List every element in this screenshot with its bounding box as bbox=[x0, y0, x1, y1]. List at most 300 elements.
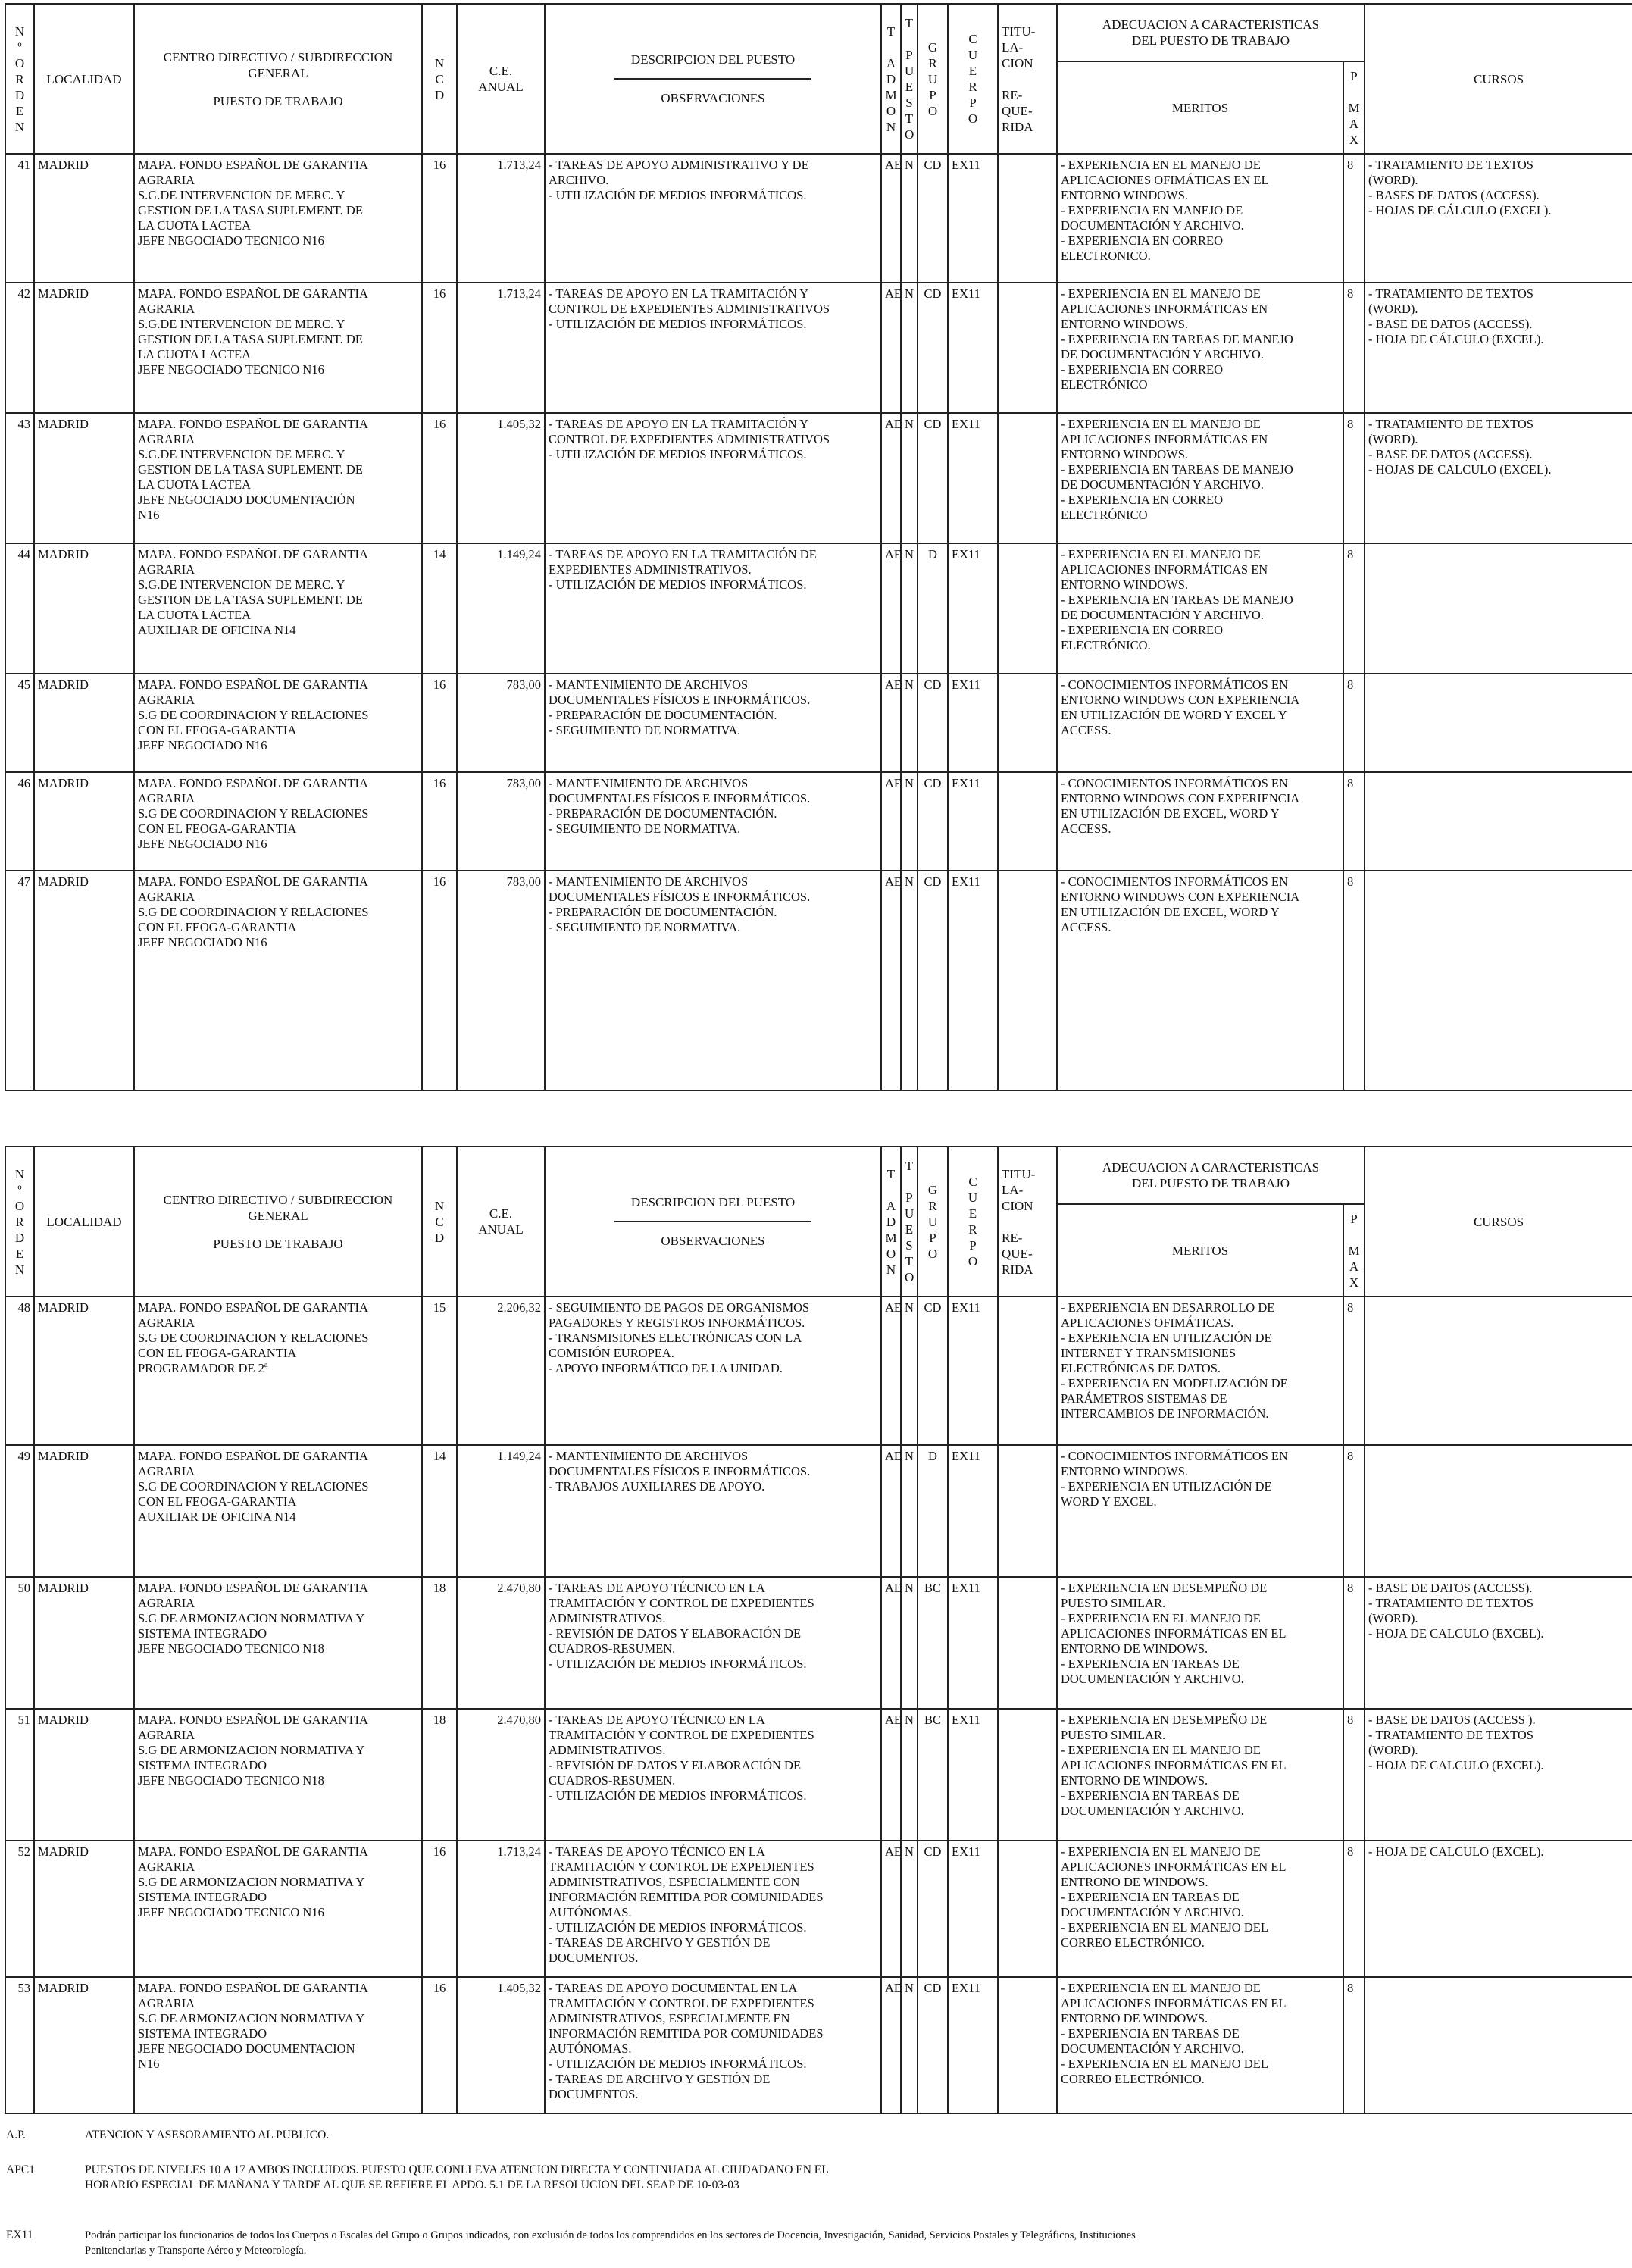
cell-puesto-text: N bbox=[905, 1981, 914, 1995]
cell-localidad bbox=[34, 1577, 134, 1709]
cell-localidad-text: MADRID bbox=[38, 776, 89, 790]
cell-puesto bbox=[901, 283, 918, 413]
cell-ncd bbox=[422, 1577, 457, 1709]
cell-ncd-text: 16 bbox=[433, 874, 446, 889]
cell-meritos bbox=[1057, 1577, 1343, 1709]
cell-cuerpo-text: EX11 bbox=[952, 1581, 980, 1595]
cell-descripcion-text: - TAREAS DE APOYO EN LA TRAMITACIÓN Y CONTROL DE EXPEDIENTES ADMINISTRATIVOS - UTILIZACIÓN DE MEDIOS INFORMÁTICOS. bbox=[549, 286, 830, 331]
cell-centro bbox=[134, 1577, 422, 1709]
cell-descripcion-text: - MANTENIMIENTO DE ARCHIVOS DOCUMENTALES FÍSICOS E INFORMÁTICOS. - PREPARACIÓN DE DOCUMENTACIÓN. - SEGUIMIENTO DE NORMATIVA. bbox=[549, 874, 811, 934]
cell-meritos-text: - CONOCIMIENTOS INFORMÁTICOS EN ENTORNO WINDOWS CON EXPERIENCIA EN UTILIZACIÓN DE EXCEL, WORD Y ACCESS. bbox=[1061, 776, 1300, 836]
cell-meritos bbox=[1057, 283, 1343, 413]
cell-ce bbox=[457, 1445, 545, 1577]
cell-titulacion bbox=[998, 283, 1057, 413]
cell-ce bbox=[457, 1577, 545, 1709]
cell-ncd-text: 16 bbox=[433, 417, 446, 431]
cell-ncd bbox=[422, 1709, 457, 1841]
header-centro bbox=[134, 4, 422, 154]
cell-grupo bbox=[918, 772, 948, 871]
cell-ce bbox=[457, 1841, 545, 1977]
footnote-text: ATENCION Y ASESORAMIENTO AL PUBLICO. bbox=[85, 2129, 330, 2141]
cell-pmax bbox=[1343, 1977, 1365, 2113]
cell-admon-text: AE bbox=[885, 874, 902, 889]
cell-cursos bbox=[1365, 674, 1632, 772]
cell-descripcion-text: - MANTENIMIENTO DE ARCHIVOS DOCUMENTALES FÍSICOS E INFORMÁTICOS. - PREPARACIÓN DE DOCUMENTACIÓN. - SEGUIMIENTO DE NORMATIVA. bbox=[549, 677, 811, 737]
cell-localidad-text: MADRID bbox=[38, 158, 89, 172]
table-header bbox=[5, 4, 1632, 154]
cell-meritos bbox=[1057, 674, 1343, 772]
cell-cuerpo-text: EX11 bbox=[952, 1713, 980, 1727]
cell-centro bbox=[134, 871, 422, 1090]
table-row bbox=[5, 1297, 1632, 1445]
cell-descripcion bbox=[545, 413, 881, 543]
cell-ncd bbox=[422, 543, 457, 674]
header-tipo-puesto: T P U E S T O bbox=[901, 1147, 918, 1297]
cell-titulacion bbox=[998, 1445, 1057, 1577]
cell-grupo-text: CD bbox=[924, 1300, 942, 1315]
table-row bbox=[5, 1977, 1632, 2113]
cell-cursos-text: - BASE DE DATOS (ACCESS ). - TRATAMIENTO DE TEXTOS (WORD). - HOJA DE CALCULO (EXCEL). bbox=[1368, 1713, 1544, 1772]
cell-grupo bbox=[918, 674, 948, 772]
cell-puesto bbox=[901, 772, 918, 871]
cell-puesto-text: N bbox=[905, 874, 914, 889]
cell-ce-text: 1.405,32 bbox=[497, 417, 541, 431]
cell-admon bbox=[881, 1445, 901, 1577]
cell-titulacion bbox=[998, 154, 1057, 283]
cell-cuerpo-text: EX11 bbox=[952, 417, 980, 431]
cell-meritos bbox=[1057, 543, 1343, 674]
cell-grupo bbox=[918, 1977, 948, 2113]
cell-admon bbox=[881, 543, 901, 674]
cell-admon-text: AE bbox=[885, 776, 902, 790]
cell-admon-text: AE bbox=[885, 677, 902, 692]
header-grupo: G R U P O bbox=[918, 4, 948, 154]
cell-pmax bbox=[1343, 1841, 1365, 1977]
cell-meritos bbox=[1057, 1297, 1343, 1445]
cell-centro bbox=[134, 1709, 422, 1841]
cell-descripcion-text: - SEGUIMIENTO DE PAGOS DE ORGANISMOS PAGADORES Y REGISTROS INFORMÁTICOS. - TRANSMISIONES ELECTRÓNICAS CON LA COMISIÓN EUROPEA. - APOYO INFORMÁTICO DE LA UNIDAD. bbox=[549, 1300, 810, 1375]
header-centro-line2: GENERAL bbox=[248, 1208, 308, 1223]
cell-cuerpo-text: EX11 bbox=[952, 874, 980, 889]
cell-centro bbox=[134, 1445, 422, 1577]
cell-puesto bbox=[901, 1445, 918, 1577]
cell-puesto bbox=[901, 413, 918, 543]
cell-pmax bbox=[1343, 154, 1365, 283]
cell-ncd-text: 16 bbox=[433, 158, 446, 172]
header-centro-line2: GENERAL bbox=[248, 65, 308, 80]
cell-admon-text: AE bbox=[885, 1713, 902, 1727]
cell-localidad-text: MADRID bbox=[38, 1449, 89, 1463]
header-meritos: MERITOS bbox=[1057, 1204, 1343, 1297]
cell-centro-text: MAPA. FONDO ESPAÑOL DE GARANTIA AGRARIA S.G.DE INTERVENCION DE MERC. Y GESTION DE LA TASA SUPLEMENT. DE LA CUOTA LACTEA JEFE NEGOCIADO TECNICO N16 bbox=[138, 158, 368, 248]
cell-descripcion-text: - MANTENIMIENTO DE ARCHIVOS DOCUMENTALES FÍSICOS E INFORMÁTICOS. - TRABAJOS AUXILIARES DE APOYO. bbox=[549, 1449, 811, 1494]
cell-n-text: 46 bbox=[17, 776, 30, 790]
cell-cuerpo bbox=[948, 1977, 998, 2113]
cell-cuerpo bbox=[948, 1709, 998, 1841]
cell-admon-text: AE bbox=[885, 1449, 902, 1463]
cell-descripcion bbox=[545, 1977, 881, 2113]
cell-puesto bbox=[901, 1709, 918, 1841]
cell-pmax bbox=[1343, 1577, 1365, 1709]
cell-ce-text: 1.713,24 bbox=[497, 158, 541, 172]
cell-meritos bbox=[1057, 1841, 1343, 1977]
cell-grupo bbox=[918, 1709, 948, 1841]
cell-grupo-text: BC bbox=[924, 1713, 941, 1727]
header-ce-line1: C.E. bbox=[489, 64, 513, 78]
cell-descripcion-text: - TAREAS DE APOYO TÉCNICO EN LA TRAMITACIÓN Y CONTROL DE EXPEDIENTES ADMINISTRATIVOS. - REVISIÓN DE DATOS Y ELABORACIÓN DE CUADROS-RESUMEN. - UTILIZACIÓN DE MEDIOS INFORMÁTICOS. bbox=[549, 1713, 814, 1803]
header-ce-line2: ANUAL bbox=[478, 80, 524, 94]
cell-meritos-text: - EXPERIENCIA EN EL MANEJO DE APLICACIONES INFORMÁTICAS EN EL ENTRONO DE WINDOWS. - EXPERIENCIA EN TAREAS DE DOCUMENTACIÓN Y ARCHIVO. - EXPERIENCIA EN EL MANEJO DEL CORREO ELECTRÓNICO. bbox=[1061, 1844, 1287, 1950]
cell-admon bbox=[881, 283, 901, 413]
cell-pmax-text: 8 bbox=[1347, 417, 1354, 431]
cell-localidad bbox=[34, 772, 134, 871]
cell-centro bbox=[134, 543, 422, 674]
cell-cursos bbox=[1365, 1577, 1632, 1709]
header-n-orden: N º O R D E N bbox=[5, 4, 34, 154]
cell-grupo-text: CD bbox=[924, 776, 942, 790]
cell-cursos-text: - BASE DE DATOS (ACCESS). - TRATAMIENTO DE TEXTOS (WORD). - HOJA DE CALCULO (EXCEL). bbox=[1368, 1581, 1544, 1641]
cell-descripcion bbox=[545, 1297, 881, 1445]
cell-centro-text: MAPA. FONDO ESPAÑOL DE GARANTIA AGRARIA S.G DE COORDINACION Y RELACIONES CON EL FEOGA-GARANTIA JEFE NEGOCIADO N16 bbox=[138, 677, 369, 752]
table-header bbox=[5, 1147, 1632, 1297]
cell-ce-text: 783,00 bbox=[506, 776, 541, 790]
cell-meritos-text: - CONOCIMIENTOS INFORMÁTICOS EN ENTORNO WINDOWS CON EXPERIENCIA EN UTILIZACIÓN DE WORD Y EXCEL Y ACCESS. bbox=[1061, 677, 1300, 737]
cell-grupo bbox=[918, 1577, 948, 1709]
cell-ce-text: 2.206,32 bbox=[497, 1300, 541, 1315]
header-observaciones-label: OBSERVACIONES bbox=[661, 91, 765, 105]
cell-admon bbox=[881, 772, 901, 871]
cell-ncd-text: 14 bbox=[433, 547, 446, 562]
cell-ce-text: 1.713,24 bbox=[497, 286, 541, 301]
cell-localidad-text: MADRID bbox=[38, 417, 89, 431]
cell-ce-text: 2.470,80 bbox=[497, 1581, 541, 1595]
cell-centro-text: MAPA. FONDO ESPAÑOL DE GARANTIA AGRARIA S.G DE COORDINACION Y RELACIONES CON EL FEOGA-GARANTIA JEFE NEGOCIADO N16 bbox=[138, 776, 369, 851]
cell-cursos bbox=[1365, 543, 1632, 674]
table-row bbox=[5, 154, 1632, 283]
cell-localidad-text: MADRID bbox=[38, 1713, 89, 1727]
cell-admon bbox=[881, 1977, 901, 2113]
cell-localidad bbox=[34, 543, 134, 674]
footnotes bbox=[6, 2128, 1612, 2264]
cell-admon bbox=[881, 674, 901, 772]
cell-ncd-text: 16 bbox=[433, 776, 446, 790]
header-tipo-admon: T A D M O N bbox=[881, 4, 901, 154]
cell-admon bbox=[881, 154, 901, 283]
cell-localidad-text: MADRID bbox=[38, 1981, 89, 1995]
cell-ncd bbox=[422, 413, 457, 543]
cell-puesto-text: N bbox=[905, 1300, 914, 1315]
cell-pmax-text: 8 bbox=[1347, 547, 1354, 562]
cell-pmax-text: 8 bbox=[1347, 776, 1354, 790]
cell-ce bbox=[457, 772, 545, 871]
cell-meritos bbox=[1057, 413, 1343, 543]
cell-cursos bbox=[1365, 283, 1632, 413]
cell-cuerpo-text: EX11 bbox=[952, 286, 980, 301]
cell-pmax bbox=[1343, 1445, 1365, 1577]
header-ce-line2: ANUAL bbox=[478, 1222, 524, 1237]
cell-titulacion bbox=[998, 772, 1057, 871]
cell-puesto bbox=[901, 543, 918, 674]
cell-ncd bbox=[422, 154, 457, 283]
cell-ncd-text: 18 bbox=[433, 1713, 446, 1727]
cell-meritos-text: - CONOCIMIENTOS INFORMÁTICOS EN ENTORNO WINDOWS. - EXPERIENCIA EN UTILIZACIÓN DE WORD Y EXCEL. bbox=[1061, 1449, 1288, 1509]
cell-meritos-text: - EXPERIENCIA EN DESEMPEÑO DE PUESTO SIMILAR. - EXPERIENCIA EN EL MANEJO DE APLICACIONES INFORMÁTICAS EN EL ENTORNO DE WINDOWS. - EXPERIENCIA EN TAREAS DE DOCUMENTACIÓN Y ARCHIVO. bbox=[1061, 1581, 1287, 1686]
cell-meritos bbox=[1057, 1709, 1343, 1841]
cell-grupo bbox=[918, 283, 948, 413]
cell-cuerpo bbox=[948, 772, 998, 871]
footnote-code: APC1 bbox=[6, 2163, 35, 2176]
cell-meritos bbox=[1057, 1445, 1343, 1577]
cell-pmax bbox=[1343, 413, 1365, 543]
cell-descripcion-text: - TAREAS DE APOYO EN LA TRAMITACIÓN DE EXPEDIENTES ADMINISTRATIVOS. - UTILIZACIÓN DE MEDIOS INFORMÁTICOS. bbox=[549, 547, 817, 592]
cell-admon-text: AE bbox=[885, 1581, 902, 1595]
cell-n bbox=[5, 413, 34, 543]
cell-centro-text: MAPA. FONDO ESPAÑOL DE GARANTIA AGRARIA S.G.DE INTERVENCION DE MERC. Y GESTION DE LA TASA SUPLEMENT. DE LA CUOTA LACTEA JEFE NEGOCIADO TECNICO N16 bbox=[138, 286, 368, 377]
cell-cursos-text: - TRATAMIENTO DE TEXTOS (WORD). - BASE DE DATOS (ACCESS). - HOJA DE CÁLCULO (EXCEL). bbox=[1368, 286, 1544, 346]
cell-cuerpo-text: EX11 bbox=[952, 677, 980, 692]
cell-n bbox=[5, 772, 34, 871]
header-ce bbox=[457, 4, 545, 154]
cell-ncd-text: 14 bbox=[433, 1449, 446, 1463]
cell-n bbox=[5, 1577, 34, 1709]
cell-localidad bbox=[34, 871, 134, 1090]
cell-n bbox=[5, 1977, 34, 2113]
cell-localidad bbox=[34, 1841, 134, 1977]
cell-grupo-text: D bbox=[928, 1449, 937, 1463]
cell-ce-text: 1.149,24 bbox=[497, 1449, 541, 1463]
cell-ncd bbox=[422, 1977, 457, 2113]
footnote-code: A.P. bbox=[6, 2129, 26, 2141]
cell-cuerpo-text: EX11 bbox=[952, 776, 980, 790]
cell-centro-text: MAPA. FONDO ESPAÑOL DE GARANTIA AGRARIA S.G.DE INTERVENCION DE MERC. Y GESTION DE LA TASA SUPLEMENT. DE LA CUOTA LACTEA AUXILIAR DE OFICINA N14 bbox=[138, 547, 368, 637]
positions-table-2 bbox=[5, 1146, 1632, 2114]
cell-centro bbox=[134, 283, 422, 413]
cell-n-text: 45 bbox=[17, 677, 30, 692]
header-divider bbox=[614, 1221, 811, 1222]
cell-cursos-text: - TRATAMIENTO DE TEXTOS (WORD). - BASES DE DATOS (ACCESS). - HOJAS DE CÁLCULO (EXCEL). bbox=[1368, 158, 1552, 217]
cell-n-text: 53 bbox=[17, 1981, 30, 1995]
cell-localidad bbox=[34, 674, 134, 772]
cell-descripcion bbox=[545, 543, 881, 674]
cell-cuerpo-text: EX11 bbox=[952, 1449, 980, 1463]
cell-centro-text: MAPA. FONDO ESPAÑOL DE GARANTIA AGRARIA S.G DE ARMONIZACION NORMATIVA Y SISTEMA INTEGRADO JEFE NEGOCIADO TECNICO N18 bbox=[138, 1581, 368, 1656]
cell-admon bbox=[881, 871, 901, 1090]
cell-cursos bbox=[1365, 1445, 1632, 1577]
cell-titulacion bbox=[998, 1709, 1057, 1841]
header-cuerpo: C U E R P O bbox=[948, 1147, 998, 1297]
cell-centro-text: MAPA. FONDO ESPAÑOL DE GARANTIA AGRARIA S.G DE ARMONIZACION NORMATIVA Y SISTEMA INTEGRADO JEFE NEGOCIADO DOCUMENTACION N16 bbox=[138, 1981, 368, 2071]
cell-centro-text: MAPA. FONDO ESPAÑOL DE GARANTIA AGRARIA S.G DE COORDINACION Y RELACIONES CON EL FEOGA-GARANTIA JEFE NEGOCIADO N16 bbox=[138, 874, 369, 949]
cell-localidad-text: MADRID bbox=[38, 547, 89, 562]
cell-admon-text: AE bbox=[885, 1300, 902, 1315]
cell-meritos-text: - EXPERIENCIA EN EL MANEJO DE APLICACIONES INFORMÁTICAS EN ENTORNO WINDOWS. - EXPERIENCIA EN TAREAS DE MANEJO DE DOCUMENTACIÓN Y ARCHIVO. - EXPERIENCIA EN CORREO ELECTRÓNICO bbox=[1061, 286, 1293, 392]
header-descripcion bbox=[545, 1147, 881, 1297]
cell-grupo-text: D bbox=[928, 547, 937, 562]
cell-ce-text: 1.713,24 bbox=[497, 1844, 541, 1859]
cell-grupo bbox=[918, 413, 948, 543]
cell-localidad-text: MADRID bbox=[38, 1300, 89, 1315]
cell-pmax bbox=[1343, 871, 1365, 1090]
cell-cursos bbox=[1365, 413, 1632, 543]
positions-table-1 bbox=[5, 3, 1632, 1091]
cell-cursos-text: - HOJA DE CALCULO (EXCEL). bbox=[1368, 1844, 1544, 1859]
header-ce-line1: C.E. bbox=[489, 1206, 513, 1221]
cell-pmax-text: 8 bbox=[1347, 677, 1354, 692]
cell-ncd bbox=[422, 1445, 457, 1577]
cell-meritos bbox=[1057, 871, 1343, 1090]
cell-grupo-text: CD bbox=[924, 1981, 942, 1995]
cell-grupo-text: CD bbox=[924, 1844, 942, 1859]
cell-ce bbox=[457, 413, 545, 543]
header-titulacion: TITU- LA- CION RE- QUE- RIDA bbox=[998, 4, 1057, 154]
cell-cursos bbox=[1365, 772, 1632, 871]
cell-ncd-text: 18 bbox=[433, 1581, 446, 1595]
cell-ncd-text: 15 bbox=[433, 1300, 446, 1315]
cell-cuerpo bbox=[948, 674, 998, 772]
cell-centro bbox=[134, 772, 422, 871]
cell-grupo-text: CD bbox=[924, 874, 942, 889]
cell-n-text: 47 bbox=[17, 874, 30, 889]
table-row bbox=[5, 1445, 1632, 1577]
cell-descripcion bbox=[545, 283, 881, 413]
cell-admon-text: AE bbox=[885, 1981, 902, 1995]
cell-ce-text: 783,00 bbox=[506, 874, 541, 889]
cell-puesto-text: N bbox=[905, 417, 914, 431]
header-divider bbox=[614, 78, 811, 80]
cell-ncd-text: 16 bbox=[433, 677, 446, 692]
header-n-orden: N º O R D E N bbox=[5, 1147, 34, 1297]
cell-grupo bbox=[918, 543, 948, 674]
header-cuerpo: C U E R P O bbox=[948, 4, 998, 154]
header-puesto-trabajo: PUESTO DE TRABAJO bbox=[213, 1236, 343, 1251]
cell-n bbox=[5, 871, 34, 1090]
cell-cuerpo-text: EX11 bbox=[952, 1844, 980, 1859]
cell-puesto-text: N bbox=[905, 1581, 914, 1595]
cell-ncd bbox=[422, 772, 457, 871]
cell-grupo bbox=[918, 154, 948, 283]
cell-admon bbox=[881, 1841, 901, 1977]
cell-localidad-text: MADRID bbox=[38, 1844, 89, 1859]
cell-descripcion-text: - TAREAS DE APOYO DOCUMENTAL EN LA TRAMITACIÓN Y CONTROL DE EXPEDIENTES ADMINISTRATIVOS, ESPECIALMENTE EN INFORMACIÓN REMITIDA POR COMUNIDADES AUTÓNOMAS. - UTILIZACIÓN DE MEDIOS INFORMÁTICOS. - TAREAS DE ARCHIVO Y GESTIÓN DE DOCUMENTOS. bbox=[549, 1981, 824, 2101]
cell-puesto-text: N bbox=[905, 677, 914, 692]
cell-grupo bbox=[918, 1297, 948, 1445]
cell-titulacion bbox=[998, 413, 1057, 543]
cell-grupo-text: CD bbox=[924, 158, 942, 172]
footnote-code: EX11 bbox=[6, 2229, 33, 2241]
cell-cuerpo bbox=[948, 283, 998, 413]
cell-localidad-text: MADRID bbox=[38, 286, 89, 301]
cell-meritos-text: - EXPERIENCIA EN EL MANEJO DE APLICACIONES OFIMÁTICAS EN EL ENTORNO WINDOWS. - EXPERIENCIA EN MANEJO DE DOCUMENTACIÓN Y ARCHIVO. - EXPERIENCIA EN CORREO ELECTRONICO. bbox=[1061, 158, 1269, 263]
cell-n bbox=[5, 1709, 34, 1841]
cell-meritos-text: - EXPERIENCIA EN EL MANEJO DE APLICACIONES INFORMÁTICAS EN ENTORNO WINDOWS. - EXPERIENCIA EN TAREAS DE MANEJO DE DOCUMENTACIÓN Y ARCHIVO. - EXPERIENCIA EN CORREO ELECTRÓNICO bbox=[1061, 417, 1293, 522]
table-row bbox=[5, 1577, 1632, 1709]
header-ncd: N C D bbox=[422, 4, 457, 154]
cell-admon bbox=[881, 1709, 901, 1841]
cell-cursos bbox=[1365, 871, 1632, 1090]
header-localidad: LOCALIDAD bbox=[34, 1147, 134, 1297]
cell-descripcion-text: - TAREAS DE APOYO ADMINISTRATIVO Y DE ARCHIVO. - UTILIZACIÓN DE MEDIOS INFORMÁTICOS. bbox=[549, 158, 809, 202]
cell-puesto bbox=[901, 871, 918, 1090]
cell-titulacion bbox=[998, 1841, 1057, 1977]
cell-cursos bbox=[1365, 1297, 1632, 1445]
cell-pmax bbox=[1343, 543, 1365, 674]
table-row bbox=[5, 283, 1632, 413]
cell-n-text: 52 bbox=[17, 1844, 30, 1859]
header-ce bbox=[457, 1147, 545, 1297]
cell-admon bbox=[881, 1577, 901, 1709]
cell-ncd bbox=[422, 1297, 457, 1445]
cell-admon-text: AE bbox=[885, 417, 902, 431]
cell-descripcion bbox=[545, 1577, 881, 1709]
cell-cuerpo bbox=[948, 871, 998, 1090]
cell-centro bbox=[134, 674, 422, 772]
cell-localidad-text: MADRID bbox=[38, 1581, 89, 1595]
cell-pmax bbox=[1343, 1709, 1365, 1841]
cell-cuerpo bbox=[948, 154, 998, 283]
cell-n-text: 44 bbox=[17, 547, 30, 562]
cell-grupo bbox=[918, 1445, 948, 1577]
cell-descripcion-text: - TAREAS DE APOYO TÉCNICO EN LA TRAMITACIÓN Y CONTROL DE EXPEDIENTES ADMINISTRATIVOS. - REVISIÓN DE DATOS Y ELABORACIÓN DE CUADROS-RESUMEN. - UTILIZACIÓN DE MEDIOS INFORMÁTICOS. bbox=[549, 1581, 814, 1671]
header-centro-line1: CENTRO DIRECTIVO / SUBDIRECCION bbox=[163, 1192, 393, 1207]
cell-titulacion bbox=[998, 871, 1057, 1090]
cell-cursos bbox=[1365, 154, 1632, 283]
cell-cuerpo bbox=[948, 1577, 998, 1709]
header-localidad: LOCALIDAD bbox=[34, 4, 134, 154]
header-p-max: P M A X bbox=[1343, 61, 1365, 154]
cell-ncd-text: 16 bbox=[433, 286, 446, 301]
cell-pmax-text: 8 bbox=[1347, 1449, 1354, 1463]
cell-ncd-text: 16 bbox=[433, 1981, 446, 1995]
cell-centro bbox=[134, 413, 422, 543]
cell-ce-text: 2.470,80 bbox=[497, 1713, 541, 1727]
cell-cuerpo-text: EX11 bbox=[952, 547, 980, 562]
header-tipo-puesto: T P U E S T O bbox=[901, 4, 918, 154]
cell-ce bbox=[457, 1297, 545, 1445]
cell-centro bbox=[134, 1977, 422, 2113]
cell-meritos bbox=[1057, 772, 1343, 871]
cell-cursos bbox=[1365, 1977, 1632, 2113]
cell-admon bbox=[881, 1297, 901, 1445]
cell-puesto-text: N bbox=[905, 286, 914, 301]
cell-descripcion bbox=[545, 1841, 881, 1977]
table-row bbox=[5, 1841, 1632, 1977]
table-row bbox=[5, 772, 1632, 871]
cell-pmax-text: 8 bbox=[1347, 1844, 1354, 1859]
cell-pmax-text: 8 bbox=[1347, 1300, 1354, 1315]
cell-cursos-text: - TRATAMIENTO DE TEXTOS (WORD). - BASE DE DATOS (ACCESS). - HOJAS DE CALCULO (EXCEL). bbox=[1368, 417, 1552, 477]
cell-pmax bbox=[1343, 1297, 1365, 1445]
cell-localidad bbox=[34, 1297, 134, 1445]
header-descripcion bbox=[545, 4, 881, 154]
cell-puesto bbox=[901, 1577, 918, 1709]
header-cursos: CURSOS bbox=[1365, 4, 1632, 154]
cell-n-text: 48 bbox=[17, 1300, 30, 1315]
header-grupo: G R U P O bbox=[918, 1147, 948, 1297]
cell-centro bbox=[134, 1297, 422, 1445]
header-titulacion: TITU- LA- CION RE- QUE- RIDA bbox=[998, 1147, 1057, 1297]
footnote-text: PUESTOS DE NIVELES 10 A 17 AMBOS INCLUIDOS. PUESTO QUE CONLLEVA ATENCION DIRECTA Y CONTINUADA AL CIUDADANO EN EL HORARIO ESPECIAL DE MAÑANA Y TARDE AL QUE SE REFIERE EL APDO. 5.1 DE LA RESOLUCION DEL SEAP DE 10-03-03 bbox=[85, 2163, 829, 2191]
table-row bbox=[5, 1709, 1632, 1841]
cell-n bbox=[5, 283, 34, 413]
cell-descripcion-text: - MANTENIMIENTO DE ARCHIVOS DOCUMENTALES FÍSICOS E INFORMÁTICOS. - PREPARACIÓN DE DOCUMENTACIÓN. - SEGUIMIENTO DE NORMATIVA. bbox=[549, 776, 811, 836]
header-ncd: N C D bbox=[422, 1147, 457, 1297]
cell-puesto bbox=[901, 1297, 918, 1445]
cell-n bbox=[5, 543, 34, 674]
cell-n-text: 51 bbox=[17, 1713, 30, 1727]
cell-localidad bbox=[34, 413, 134, 543]
cell-pmax-text: 8 bbox=[1347, 874, 1354, 889]
cell-puesto bbox=[901, 1977, 918, 2113]
